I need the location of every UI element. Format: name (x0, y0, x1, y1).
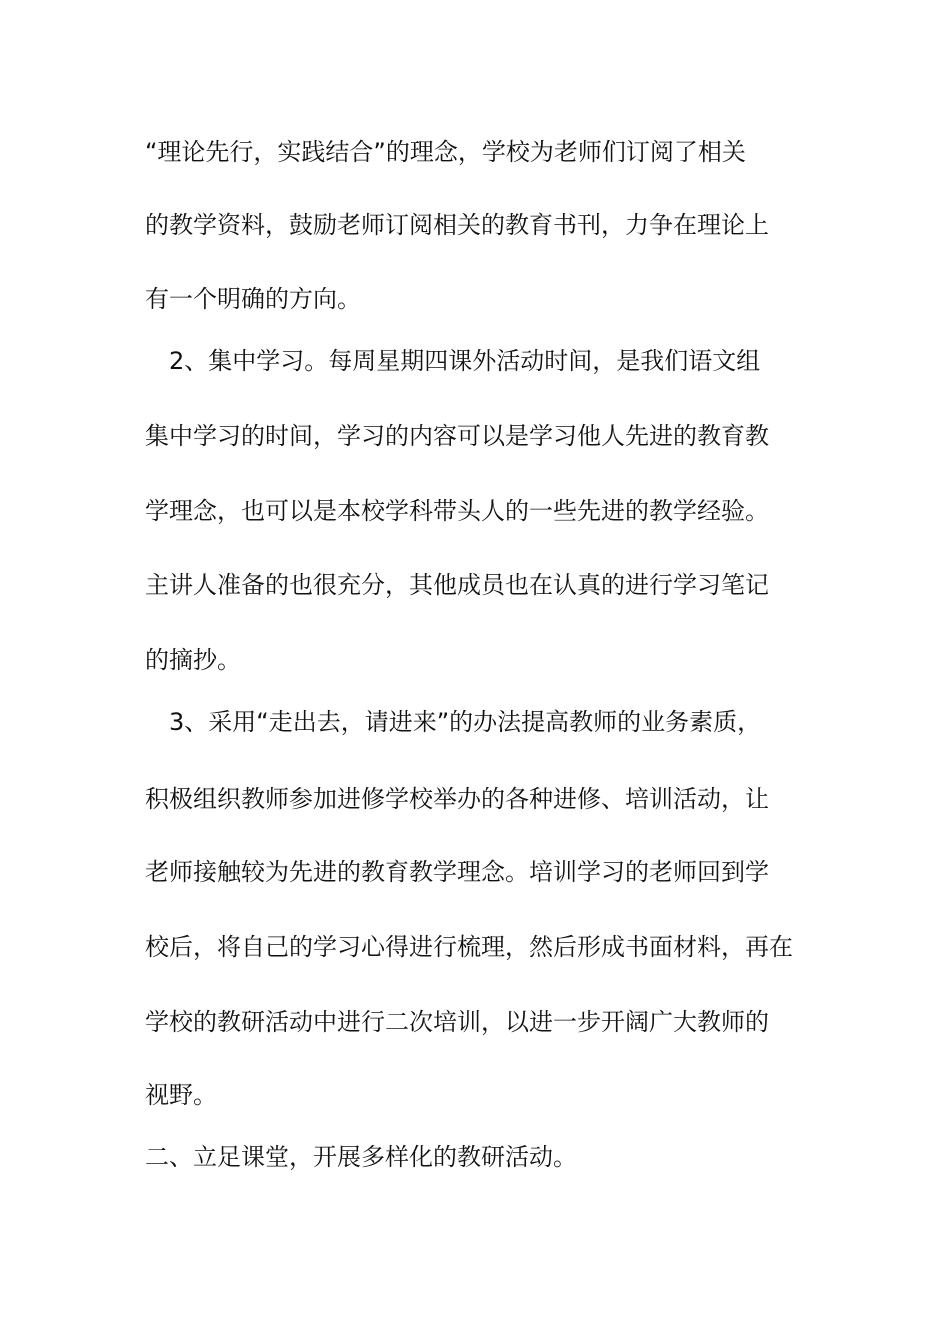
text-line: 积极组织教师参加进修学校举办的各种进修、培训活动，让 (145, 785, 769, 813)
text-line: “理论先行，实践结合”的理念，学校为老师们订阅了相关 (145, 138, 746, 166)
text-line: 2、集中学习。每周星期四课外活动时间，是我们语文组 (145, 347, 761, 375)
text-line: 的摘抄。 (145, 646, 241, 674)
text-line: 主讲人准备的也很充分，其他成员也在认真的进行学习笔记 (145, 571, 769, 599)
text-line: 集中学习的时间，学习的内容可以是学习他人先进的教育教 (145, 422, 769, 450)
text-line: 校后，将自己的学习心得进行梳理，然后形成书面材料，再在 (145, 933, 793, 961)
section-heading: 二、立足课堂，开展多样化的教研活动。 (145, 1143, 577, 1171)
text-line: 学理念，也可以是本校学科带头人的一些先进的教学经验。 (145, 497, 769, 525)
text-line: 有一个明确的方向。 (145, 285, 361, 313)
text-line: 3、采用“走出去，请进来”的办法提高教师的业务素质， (145, 708, 762, 736)
text-line: 的教学资料，鼓励老师订阅相关的教育书刊，力争在理论上 (145, 211, 769, 239)
text-line: 老师接触较为先进的教育教学理念。培训学习的老师回到学 (145, 858, 769, 886)
text-line: 学校的教研活动中进行二次培训，以进一步开阔广大教师的 (145, 1008, 769, 1036)
text-line: 视野。 (145, 1081, 217, 1109)
